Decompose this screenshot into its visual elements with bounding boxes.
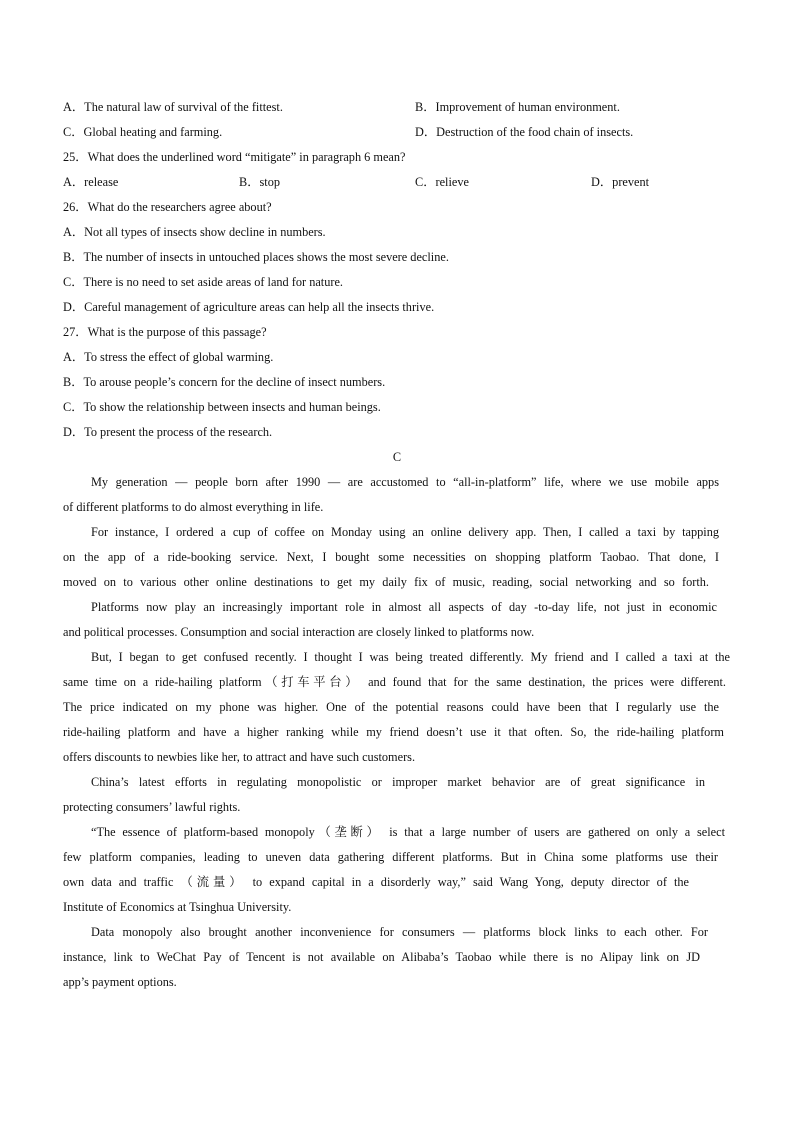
paragraph-line: Platforms now play an increasingly important role in almost all aspects of day -to-day life, not just in economic	[91, 600, 717, 614]
q26-option-c: C．There is no need to set aside areas of land for nature.	[63, 275, 343, 289]
section-heading: C	[392, 450, 402, 464]
paragraph-line: same time on a ride-hailing platform（打车平台） and found that for the same destination, the prices were different.	[63, 675, 726, 689]
paragraph-line: protecting consumers’ lawful rights.	[63, 800, 241, 814]
q24-option-b: B．Improvement of human environment.	[415, 100, 620, 114]
paragraph-line: app’s payment options.	[63, 975, 177, 989]
q26-option-b: B．The number of insects in untouched places shows the most severe decline.	[63, 250, 449, 264]
q25-option-b: B．stop	[239, 175, 280, 189]
q25-option-d: D．prevent	[591, 175, 650, 189]
q27-option-a: A．To stress the effect of global warming.	[63, 350, 274, 364]
q26-question: 26．What do the researchers agree about?	[63, 200, 272, 214]
paragraph-line: offers discounts to newbies like her, to attract and have such customers.	[63, 750, 416, 764]
q24-option-d: D．Destruction of the food chain of insects.	[415, 125, 634, 139]
q27-option-b: B．To arouse people’s concern for the decline of insect numbers.	[63, 375, 386, 389]
q27-option-d: D．To present the process of the research.	[63, 425, 273, 439]
q25-option-c: C．relieve	[415, 175, 469, 189]
q25-option-a: A．release	[63, 175, 119, 189]
paragraph-line: few platform companies, leading to uneven data gathering different platforms. But in China some platforms use their	[63, 850, 718, 864]
paragraph-line: ride-hailing platform and have a higher ranking while my friend doesn’t use it that often. So, the ride-hailing platform	[63, 725, 724, 739]
q24-option-a: A．The natural law of survival of the fittest.	[63, 100, 283, 114]
paragraph-line: My generation — people born after 1990 — are accustomed to “all-in-platform” life, where we use mobile apps	[91, 475, 719, 489]
q26-option-d: D．Careful management of agriculture areas can help all the insects thrive.	[63, 300, 435, 314]
q26-option-a: A．Not all types of insects show decline in numbers.	[63, 225, 326, 239]
paragraph-line: of different platforms to do almost everything in life.	[63, 500, 324, 514]
q27-option-c: C．To show the relationship between insects and human beings.	[63, 400, 381, 414]
q24-option-c: C．Global heating and farming.	[63, 125, 223, 139]
paragraph-line: “The essence of platform-based monopoly（垄断） is that a large number of users are gathered on only a select	[91, 825, 725, 839]
paragraph-line: China’s latest efforts in regulating monopolistic or improper market behavior are of great significance in	[91, 775, 705, 789]
paragraph-line: Institute of Economics at Tsinghua University.	[63, 900, 292, 914]
paragraph-line: The price indicated on my phone was higher. One of the potential reasons could have been that I regularly use the	[63, 700, 719, 714]
q27-question: 27．What is the purpose of this passage?	[63, 325, 267, 339]
paragraph-line: moved on to various other online destinations to get my daily fix of music, reading, social networking and so forth.	[63, 575, 709, 589]
paragraph-line: Data monopoly also brought another inconvenience for consumers — platforms block links to each other. For	[91, 925, 708, 939]
paragraph-line: own data and traffic （流量） to expand capital in a disorderly way,” said Wang Yong, deputy director of the	[63, 875, 689, 889]
paragraph-line: For instance, I ordered a cup of coffee on Monday using an online delivery app. Then, I called a taxi by tapping	[91, 525, 719, 539]
paragraph-line: on the app of a ride-booking service. Next, I bought some necessities on shopping platform Taobao. That done, I	[63, 550, 719, 564]
paragraph-line: instance, link to WeChat Pay of Tencent is not available on Alibaba’s Taobao while there is no Alipay link on JD	[63, 950, 700, 964]
paragraph-line: and political processes. Consumption and social interaction are closely linked to platforms now.	[63, 625, 535, 639]
q25-question: 25．What does the underlined word “mitigate” in paragraph 6 mean?	[63, 150, 406, 164]
paragraph-line: But, I began to get confused recently. I thought I was being treated differently. My friend and I called a taxi at the	[91, 650, 730, 664]
